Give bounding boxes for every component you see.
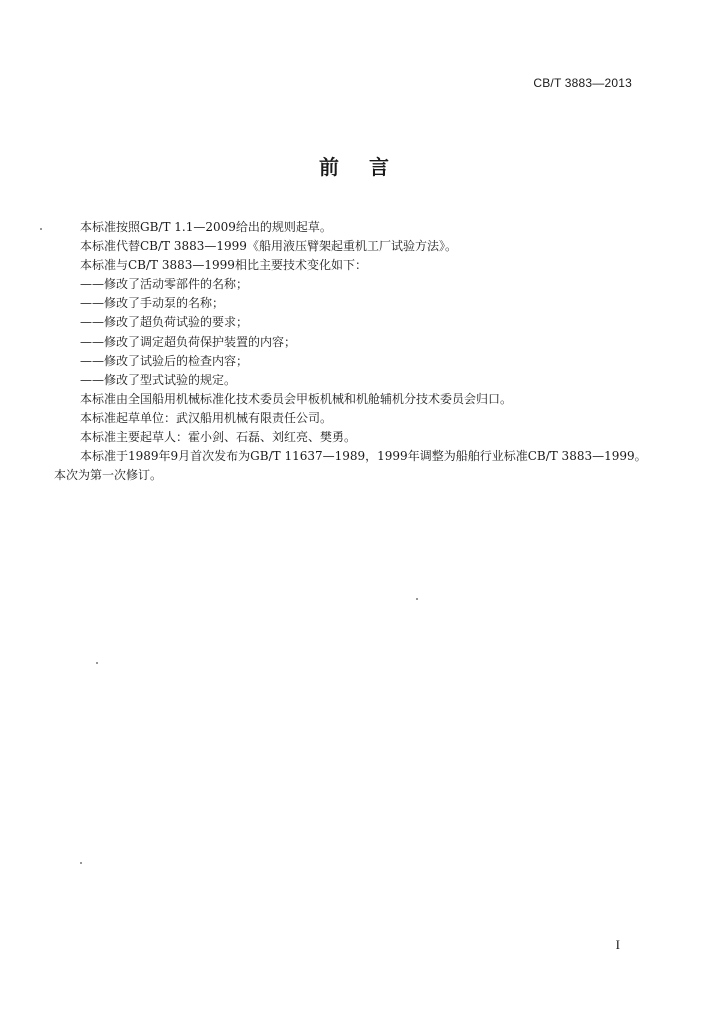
change-item: ——修改了手动泵的名称； (80, 296, 225, 311)
paragraph-drafting-rules: 本标准按照GB/T 1.1—2009给出的规则起草。 (80, 220, 332, 234)
paragraph-replaces: 本标准代替CB/T 3883—1999《船用液压臂架起重机工厂试验方法》。 (80, 239, 457, 254)
change-item: ——修改了型式试验的规定。 (80, 372, 237, 387)
paragraph-history: 本标准于1989年9月首次发布为GB/T 11637—1989，1999年调整为船舶行业标准CB/T 3883—1999。 (80, 449, 647, 464)
change-item: ——修改了调定超负荷保护装置的内容； (80, 334, 297, 349)
change-item: ——修改了活动零部件的名称； (80, 277, 249, 292)
paragraph-revision-note: 本次为第一次修订。 (54, 468, 163, 483)
scan-speck (40, 228, 42, 230)
change-item: ——修改了试验后的检查内容； (80, 353, 249, 368)
paragraph-drafting-unit: 本标准起草单位：武汉船用机械有限责任公司。 (80, 410, 333, 425)
page-title: 前言 (319, 155, 419, 179)
paragraph-drafters: 本标准主要起草人：霍小剑、石磊、刘红亮、樊勇。 (80, 430, 357, 445)
scan-speck (80, 862, 82, 864)
foreword-body (54, 218, 654, 485)
change-item: ——修改了超负荷试验的要求； (80, 315, 249, 330)
paragraph-committee: 本标准由全国船用机械标准化技术委员会甲板机械和机舱辅机分技术委员会归口。 (80, 391, 513, 406)
paragraph-changes-intro: 本标准与CB/T 3883—1999相比主要技术变化如下： (80, 258, 367, 273)
scan-speck (416, 598, 418, 600)
page-number: I (615, 937, 620, 952)
standard-code: CB/T 3883—2013 (533, 76, 632, 90)
scan-speck (96, 662, 98, 664)
